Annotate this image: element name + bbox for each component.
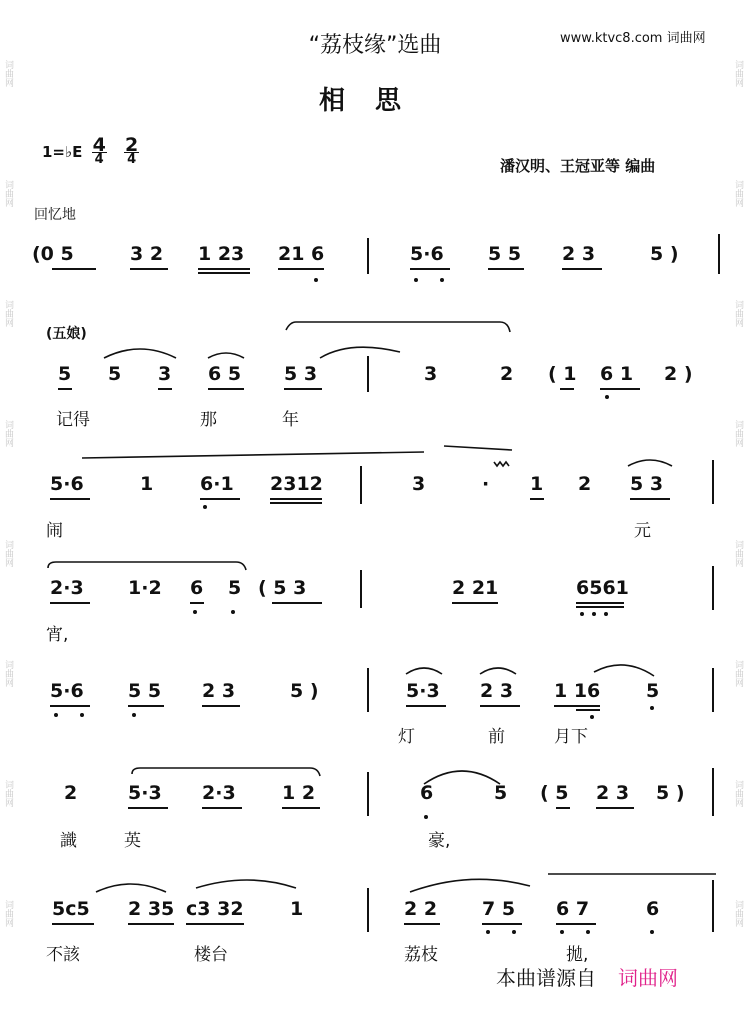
slur-arc [628,460,672,466]
phrase-line [132,768,320,776]
slur-arc [406,668,442,674]
lyric: 灯 [398,727,415,747]
note-group: 6·1 [200,473,234,495]
note-group: 2 ) [664,363,693,385]
watermark-text: 词曲网 [3,900,13,927]
slur-arc [410,879,530,892]
phrase-line [82,452,424,458]
note-group: 2 35 [128,898,175,920]
phrase-line [286,322,510,332]
note-group: 1·2 [128,577,162,599]
lyric: 不該 [46,945,80,965]
slur-arc [104,349,176,358]
note-group: 5·3 [128,782,162,804]
note-group: 2 [64,782,78,804]
watermark-text: 词曲网 [3,300,13,327]
site-watermark: www.ktvc8.com 词曲网 [560,31,706,46]
time-bottom: 4 [94,152,104,167]
note-group: 5 5 [128,680,162,702]
note-group: 3 [412,473,426,495]
footer-prefix: 本曲谱源自 [496,966,596,990]
note-group: 5 [646,680,660,702]
note-group: 6561 [576,577,629,599]
lyric: 那 [200,410,217,430]
slur-arc [96,884,166,892]
note-group: 1 [140,473,154,495]
note-group: 3 2 [130,243,164,265]
note-group: 5·6 [50,680,84,702]
note-group: ( 5 3 [258,577,307,599]
note-group: (0 5 [32,243,74,265]
lyric: 前 [488,727,505,747]
watermark-text: 词曲网 [3,420,13,447]
note-group: 3 [158,363,172,385]
note-group: 5·6 [410,243,444,265]
lyric: 记得 [56,410,90,430]
note-group: 1 [290,898,304,920]
watermark-text: 词曲网 [3,60,13,87]
phrase-line [444,446,512,450]
note-group: ( 5 [540,782,569,804]
note-group: 5 [58,363,72,385]
watermark-text: 词曲网 [733,180,743,207]
slur-arc [480,668,516,674]
song-title: 相思 [318,86,431,116]
role-marking: (五娘) [46,326,87,342]
watermark-text: 词曲网 [733,540,743,567]
note-group: 6 [420,782,434,804]
slur-arc [208,353,244,358]
watermark-text: 词曲网 [733,420,743,447]
watermark-text: 词曲网 [733,780,743,807]
note-group: 1 2 [282,782,316,804]
lyric: 英 [124,831,141,851]
composer-credit: 潘汉明、王冠亚等 编曲 [500,157,656,175]
note-group: c3 32 [186,898,244,920]
note-group: 2 [578,473,592,495]
note-group: 5·3 [406,680,440,702]
lyric: 宵, [46,625,69,645]
note-group: 5 5 [488,243,522,265]
note-group: ( 1 [548,363,577,385]
note-group: · [482,473,490,495]
note-group: 2 3 [596,782,630,804]
note-group: 3 [424,363,438,385]
slur-arc [320,347,400,358]
note-group: 6 1 [600,363,634,385]
lyric: 識 [60,831,77,851]
watermark-text: 词曲网 [3,780,13,807]
lyric: 拋, [566,945,589,965]
note-group: 5 [228,577,242,599]
note-group: 5 [494,782,508,804]
source-footer [496,962,678,991]
score-title: “荔枝缘”选曲 [308,33,442,58]
time-bottom: 4 [127,152,137,167]
watermark-text: 词曲网 [733,300,743,327]
watermark-text: 词曲网 [3,660,13,687]
note-group: 2 3 [202,680,236,702]
time-top: 4 [92,134,106,156]
tremolo-mark [494,462,509,466]
note-group: 5 3 [284,363,318,385]
note-group: 5 ) [290,680,319,702]
lyric: 豪, [428,831,451,851]
note-group: 2·3 [202,782,236,804]
footer-brand-link[interactable]: 词曲网 [618,966,678,990]
note-group: 2 3 [480,680,514,702]
note-group: 21 6 [278,243,325,265]
note-group: 5 [108,363,122,385]
note-group: 2312 [270,473,323,495]
lyric: 楼台 [194,945,228,965]
note-group: 5·6 [50,473,84,495]
note-group: 5 ) [656,782,685,804]
watermark-text: 词曲网 [3,180,13,207]
watermark-text: 词曲网 [733,660,743,687]
note-group: 5 3 [630,473,664,495]
lyric: 年 [282,410,299,430]
note-group: 2 2 [404,898,438,920]
tempo-marking: 回忆地 [34,207,76,223]
note-group: 2 21 [452,577,499,599]
note-group: 6 5 [208,363,242,385]
time-top: 2 [125,134,139,156]
note-group: 2 [500,363,514,385]
slur-arc [424,771,500,784]
lyric: 月下 [554,727,588,747]
lyric: 荔枝 [404,945,438,965]
phrase-line [48,562,246,570]
watermark-text: 词曲网 [733,900,743,927]
note-group: 1 [530,473,544,495]
note-group: 5 ) [650,243,679,265]
note-group: 1 23 [198,243,245,265]
lyric: 元 [634,521,651,541]
note-group: 6 7 [556,898,590,920]
slur-arc [594,665,654,676]
slur-arc [196,880,296,888]
note-group: 5c5 [52,898,90,920]
watermark-text: 词曲网 [3,540,13,567]
lyric: 闹 [46,521,63,541]
note-group: 7 5 [482,898,516,920]
note-group: 2·3 [50,577,84,599]
note-group: 1 16 [554,680,601,702]
watermark-text: 词曲网 [733,60,743,87]
note-group: 6 [190,577,204,599]
key-text: 1=♭E [42,143,83,161]
note-group: 2 3 [562,243,596,265]
note-group: 6 [646,898,660,920]
